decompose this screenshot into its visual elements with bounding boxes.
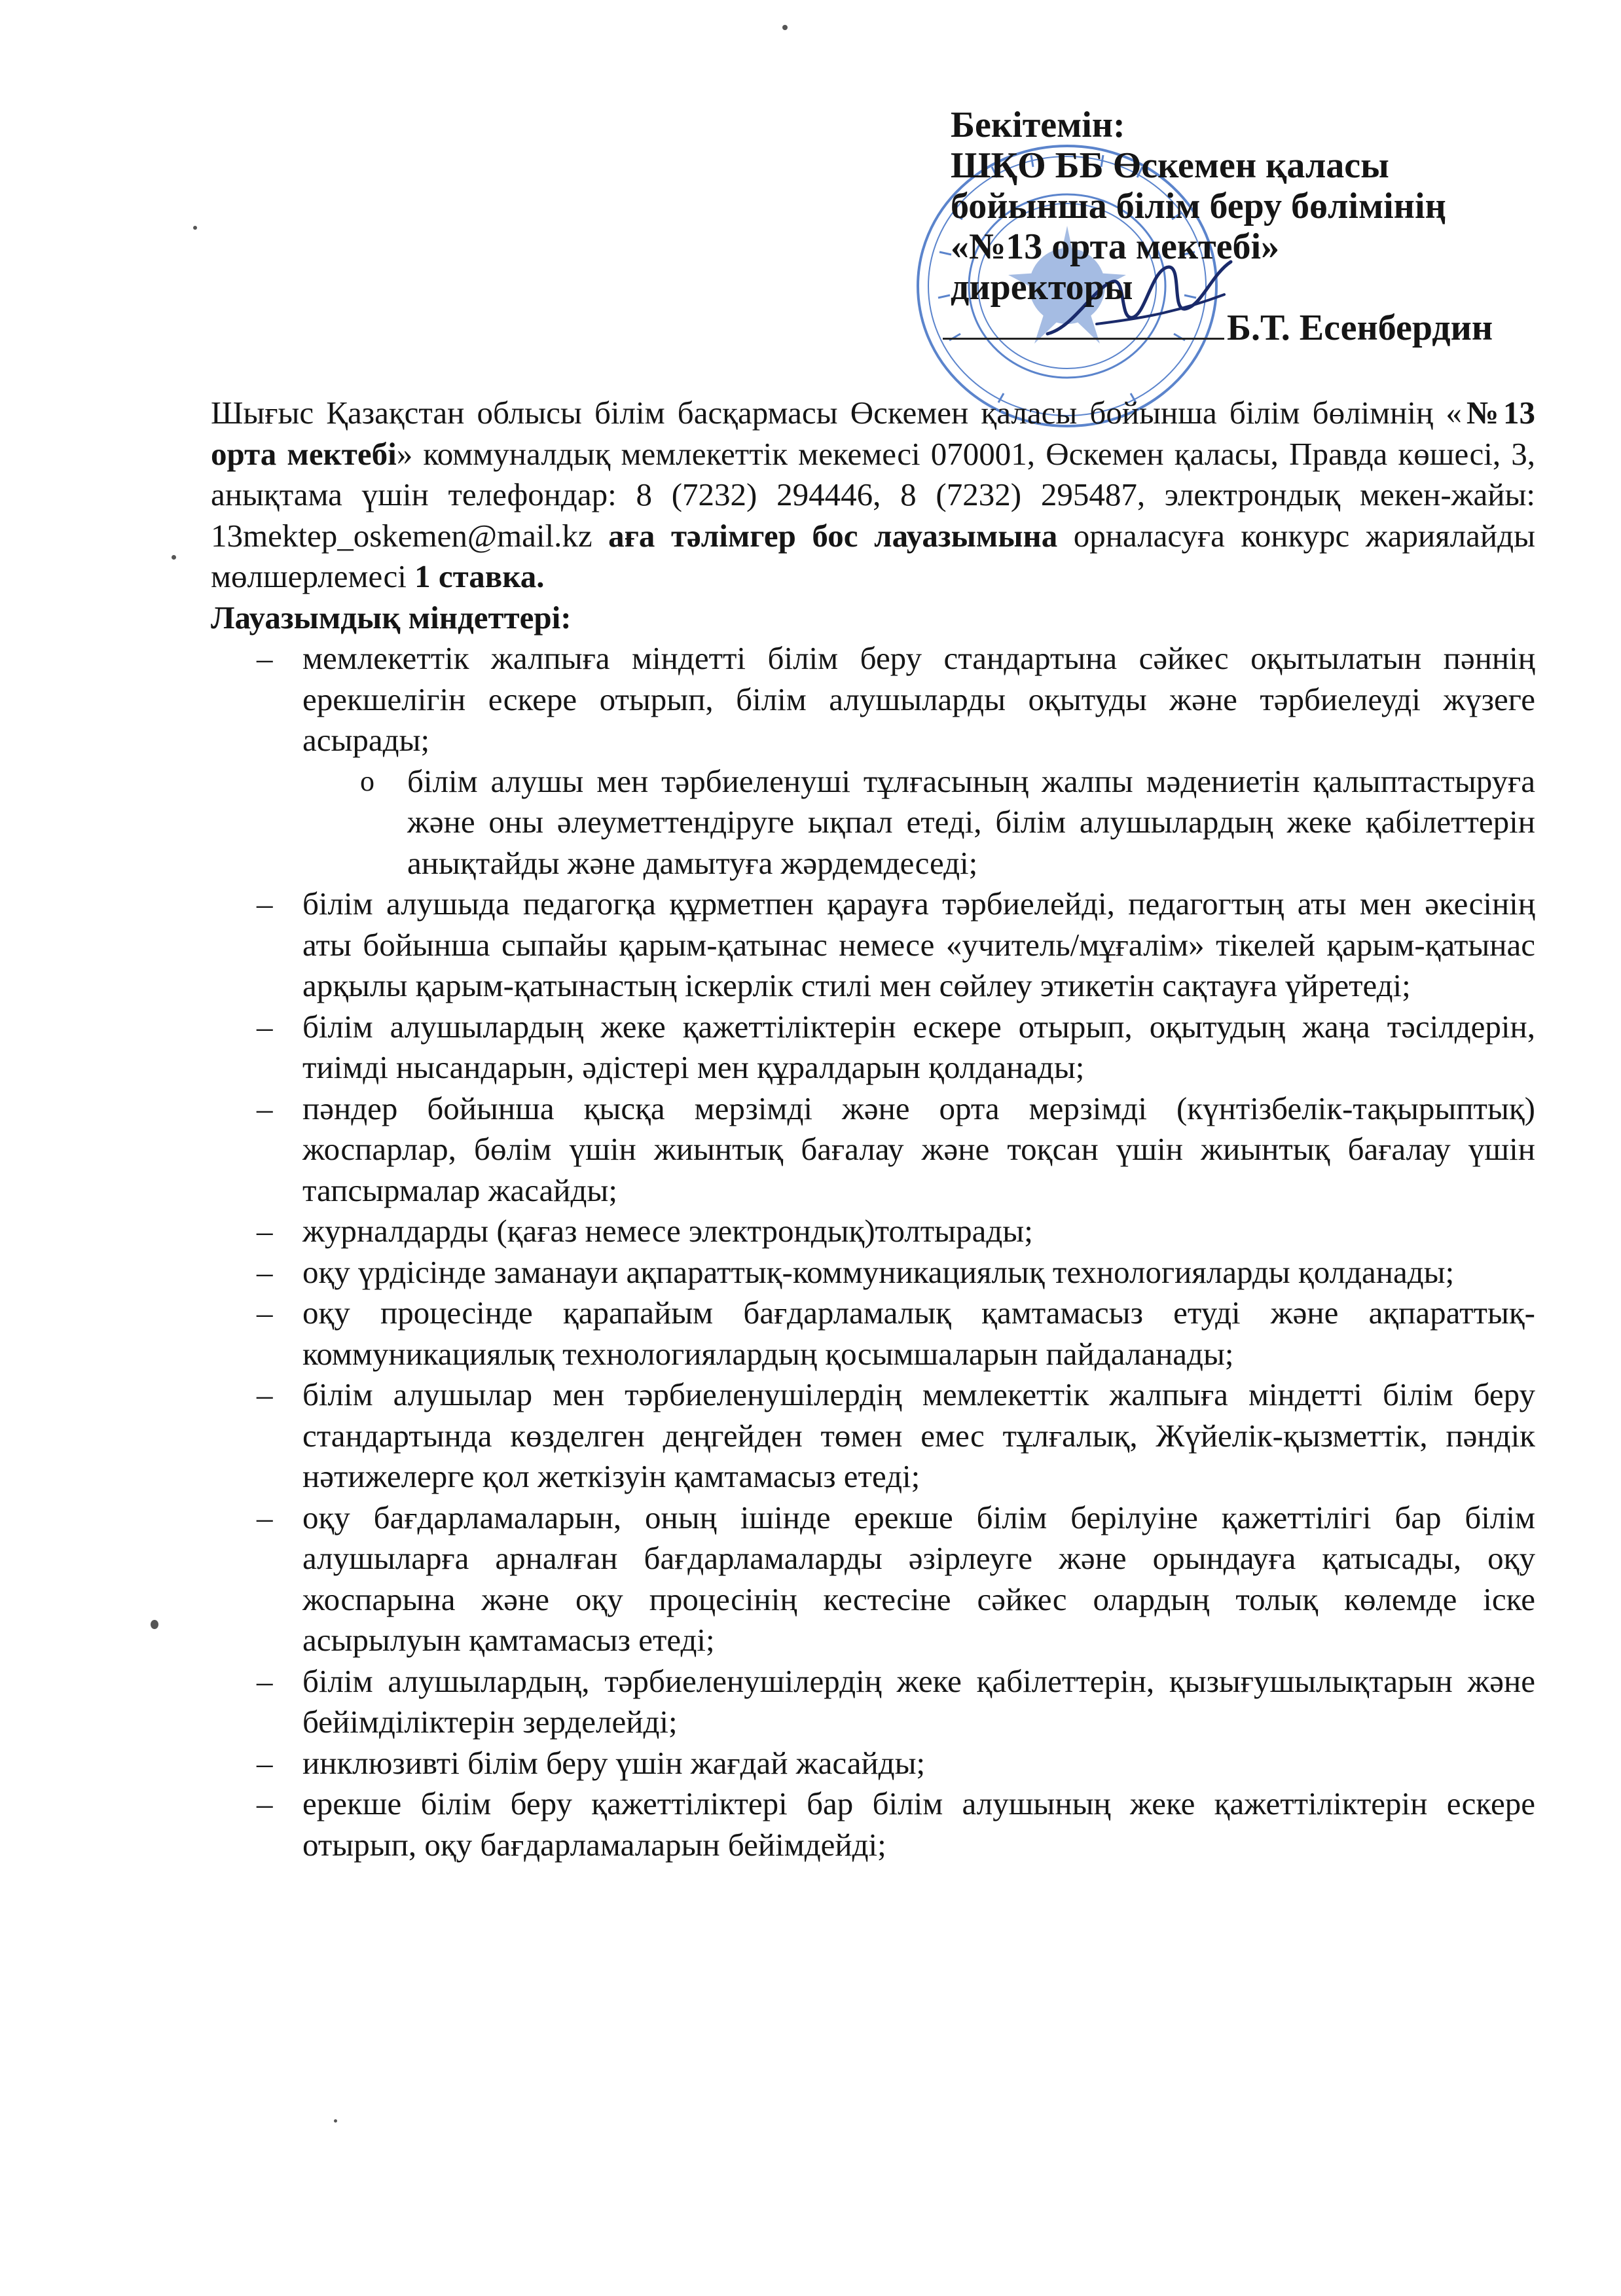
duties-heading: Лауазымдық міндеттері: xyxy=(211,599,572,636)
scan-speck xyxy=(151,1620,158,1629)
approval-block xyxy=(951,105,1501,348)
dash-bullet: – xyxy=(257,1499,273,1535)
duty-text: білім алушыда педагогқа құрметпен қарауға тәрбиелейді, педагогтың аты мен әкесінің аты бойынша сыпайы қарым-қатынас немесе «учитель/мұғалім» тікелей қарым-қатынас арқылы қарым-қатынастың іскерлік стилі мен сөйлеу этикетін сақтауға үйретеді; xyxy=(302,886,1535,1003)
duty-item xyxy=(211,1252,1535,1293)
scan-speck xyxy=(172,555,176,560)
dash-bullet: – xyxy=(257,1295,273,1331)
school-name: №13 орта мектебі xyxy=(211,395,1535,472)
signatory-name: Б.Т. Есенбердин xyxy=(1227,308,1493,348)
dash-bullet: – xyxy=(257,1090,273,1126)
duty-text: пәндер бойынша қысқа мерзімді және орта мерзімді (күнтізбелік-тақырыптық) жоспарлар, бөлім үшін жиынтық бағалау және тоқсан үшін жиынтық бағалау үшін тапсырмалар жасайды; xyxy=(302,1090,1535,1208)
duty-text: оқу процесінде қарапайым бағдарламалық қамтамасыз етуді және ақпараттық-коммуникациялық технологиялардың қосымшаларын пайдаланады; xyxy=(302,1295,1535,1372)
duty-text: білім алушылардың, тәрбиеленушілердің жеке қабілеттерін, қызығушылықтарын және бейімділіктерін зерделейді; xyxy=(302,1662,1535,1740)
dash-bullet: – xyxy=(257,1785,273,1821)
duty-text: білім алушылардың жеке қажеттіліктерін ескере отырып, оқытудың жаңа тәсілдерін, тиімді нысандарын, әдістері мен құралдарын қолданады; xyxy=(302,1008,1535,1085)
approval-heading: Бекітемін: xyxy=(951,105,1125,145)
dash-bullet: – xyxy=(257,1662,273,1699)
duty-item xyxy=(211,1088,1535,1211)
dash-bullet: – xyxy=(257,1008,273,1045)
duty-item xyxy=(211,1743,1535,1784)
approval-line: ШҚО ББ Өскемен қаласы xyxy=(951,145,1389,186)
duty-text: білім алушылар мен тәрбиеленушілердің мемлекеттік жалпыға міндетті білім беру стандартында көзделген деңгейден төмен емес тұлғалық, Жүйелік-қызметтік, пәндік нәтижелерге қол жеткізуін қамтамасыз етеді; xyxy=(302,1376,1535,1494)
scan-speck xyxy=(193,226,197,230)
dash-bullet: – xyxy=(257,886,273,922)
duty-text: журналдарды (қағаз немесе электрондық)толтырады; xyxy=(302,1213,1033,1249)
duty-item xyxy=(211,1661,1535,1743)
duty-item xyxy=(211,1784,1535,1865)
dash-bullet: – xyxy=(257,1744,273,1781)
duty-item xyxy=(211,1293,1535,1374)
duty-text: мемлекеттік жалпыға міндетті білім беру стандартына сәйкес оқытылатын пәннің ерекшелігін ескере отырып, білім алушыларды оқытуды және тәрбиелеуді жүзеге асырады; xyxy=(302,640,1535,758)
signature-line xyxy=(943,308,1493,348)
announcement-text: орналасуға конкурс жариялайды мөлшерлемесі xyxy=(211,517,1535,594)
duty-item xyxy=(211,1498,1535,1661)
duty-text: оқу үрдісінде заманауи ақпараттық-коммуникациялық технологияларды қолданады; xyxy=(302,1253,1455,1290)
vacancy-rate: 1 ставка. xyxy=(414,558,545,594)
approval-line: «№13 орта мектебі» xyxy=(951,226,1280,267)
approval-line: бойынша білім беру бөлімінің xyxy=(951,186,1446,226)
dash-bullet: – xyxy=(257,640,273,676)
approval-line: директоры xyxy=(951,267,1133,308)
announcement-paragraph xyxy=(211,393,1535,598)
duty-item xyxy=(211,884,1535,1007)
vacancy-position: аға тәлімгер бос лауазымына xyxy=(608,517,1058,554)
duty-text: инклюзивті білім беру үшін жағдай жасайды; xyxy=(302,1744,926,1781)
signature-rule xyxy=(943,338,1224,340)
dash-bullet: – xyxy=(257,1253,273,1290)
document-body xyxy=(211,393,1535,1865)
duties-list xyxy=(211,638,1535,1865)
duty-text: білім алушы мен тәрбиеленуші тұлғасының жалпы мәдениетін қалыптастыруға және оны әлеуметтендіруге ықпал етеді, білім алушылардың жеке қабілеттерін анықтайды және дамытуға жәрдемдеседі; xyxy=(407,762,1535,881)
duty-text: ерекше білім беру қажеттіліктері бар білім алушының жеке қажеттіліктерін ескере отырып, оқу бағдарламаларын бейімдейді; xyxy=(302,1785,1535,1863)
dash-bullet: – xyxy=(257,1213,273,1249)
duty-item xyxy=(211,1374,1535,1498)
duty-item xyxy=(211,638,1535,761)
duty-item xyxy=(211,1211,1535,1252)
announcement-text: Шығыс Қазақстан облысы білім басқармасы Өскемен қаласы бойынша білім бөлімнің « xyxy=(211,395,1462,431)
duty-item xyxy=(211,1007,1535,1088)
dash-bullet: – xyxy=(257,1376,273,1412)
announcement-text: » коммуналдық мемлекеттік мекемесі 070001, Өскемен қаласы, Правда көшесі, 3, анықтама үшін телефондар: 8 (7232) 294446, 8 (7232) 295487, электрондық мекен-жайы: 13mektep_oskemen@mail.kz xyxy=(211,435,1536,554)
circle-bullet: o xyxy=(360,764,374,797)
duty-text: оқу бағдарламаларын, оның ішінде ерекше білім берілуіне қажеттілігі бар білім алушыларға арналған бағдарламаларды әзірлеуге және орындауға қатысады, оқу жоспарына және оқу процесінің кестесіне сәйкес олардың толық көлемде іске асырылуын қамтамасыз етеді; xyxy=(302,1499,1535,1658)
scan-speck xyxy=(334,2119,337,2123)
duty-subitem xyxy=(211,761,1535,884)
scan-speck xyxy=(782,25,788,30)
